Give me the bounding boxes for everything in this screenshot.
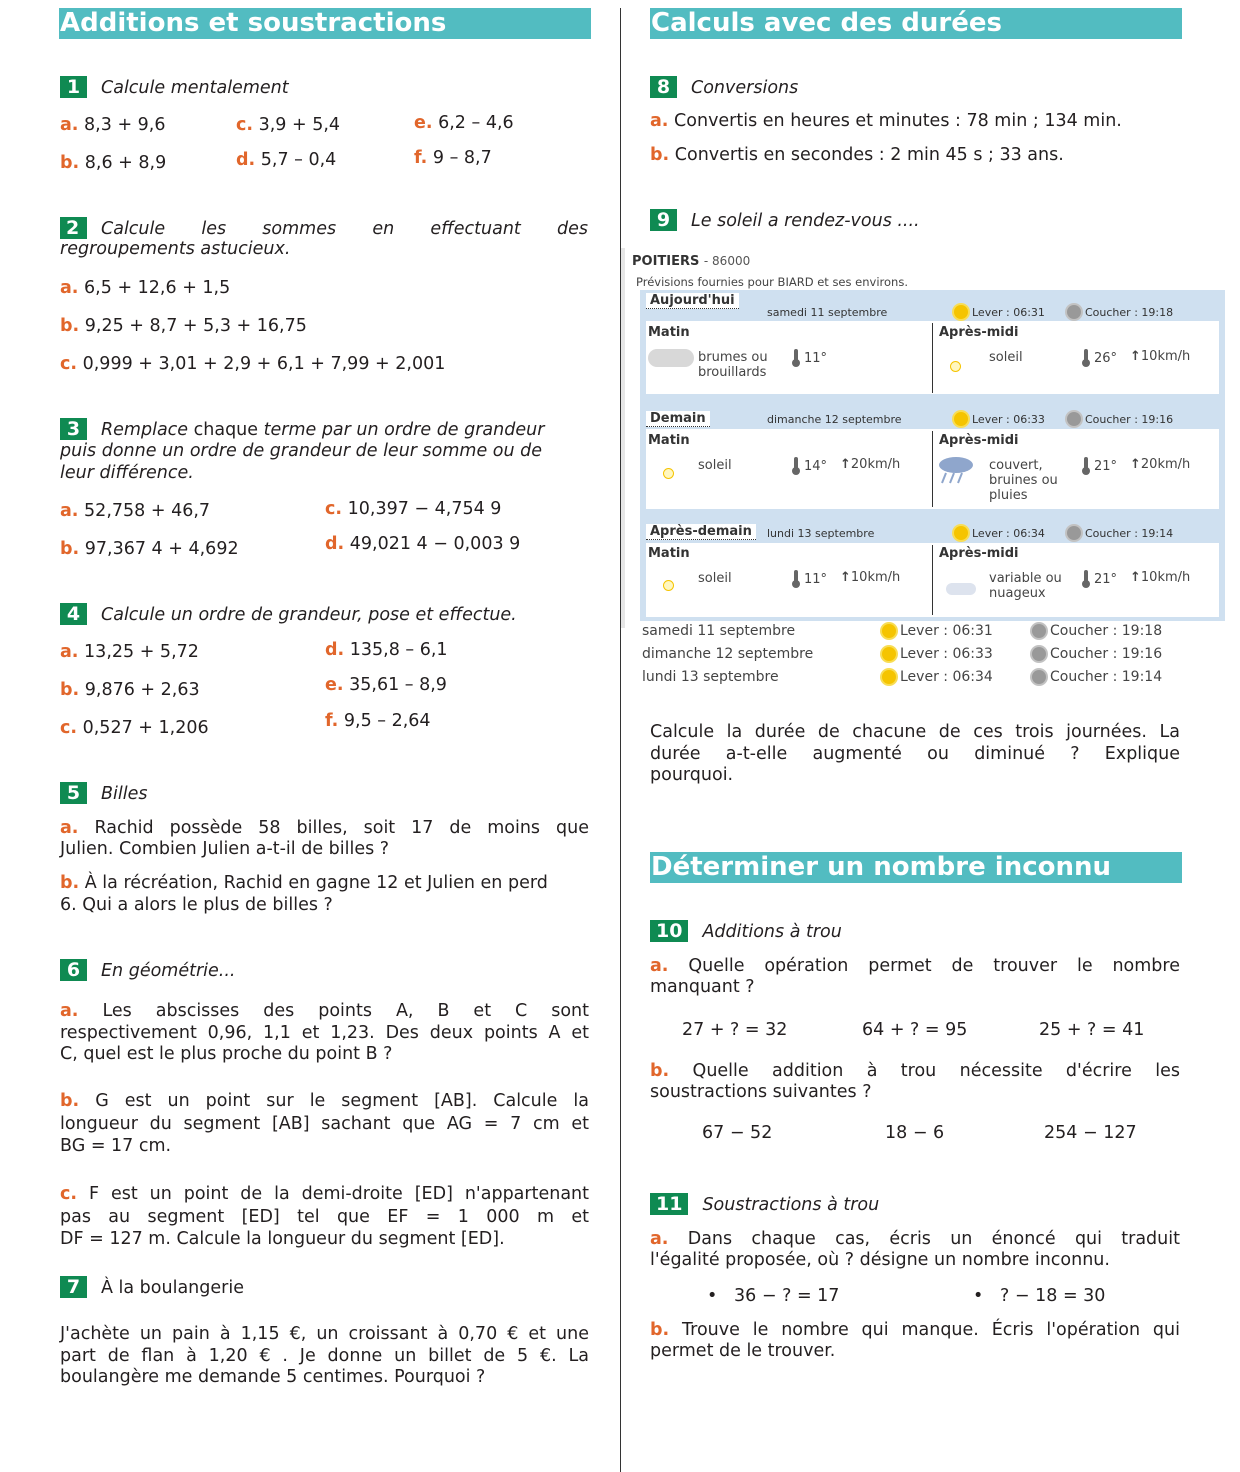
weather-date: samedi 11 septembre xyxy=(767,306,888,319)
weather-sunset: Coucher : 19:16 xyxy=(1067,412,1173,426)
ex11-item-a-line2: l'égalité proposée, où ? désigne un nombre inconnu. xyxy=(650,1250,1110,1270)
afternoon-temp: 26° xyxy=(1084,349,1117,366)
sun-icon xyxy=(954,305,968,319)
weather-day-today xyxy=(640,290,1225,398)
ex10-item-a-line1: a. Quelle opération permet de trouver le nombre xyxy=(650,956,1180,976)
weather-day-label: Demain xyxy=(646,411,710,427)
weather-day-after-tomorrow xyxy=(640,513,1225,621)
ex4-item-e: e. 35,61 – 8,9 xyxy=(325,675,447,695)
ex5-item-b-line1: b. À la récréation, Rachid en gagne 12 et Julien en perd xyxy=(60,873,548,893)
fog-icon xyxy=(648,349,694,367)
column-divider xyxy=(620,8,621,1472)
ex9-question-line1: Calcule la durée de chacune de ces trois journées. La xyxy=(650,722,1180,742)
weather-sunrise: Lever : 06:34 xyxy=(954,526,1045,540)
ex8-item-a: a. Convertis en heures et minutes : 78 min ; 134 min. xyxy=(650,111,1122,131)
ex1-item-c: c. 3,9 + 5,4 xyxy=(236,115,341,135)
ex11-item-b-line2: permet de le trouver. xyxy=(650,1341,836,1361)
exercise-2-heading: 2 Calcule les sommes en effectuant des xyxy=(60,217,588,240)
exercise-number: 1 xyxy=(60,76,87,98)
ex1-item-e: e. 6,2 – 4,6 xyxy=(414,113,514,133)
sun-icon xyxy=(954,526,968,540)
exercise-11-heading: 11 Soustractions à trou xyxy=(650,1193,879,1215)
ex2-item-a: a. 6,5 + 12,6 + 1,5 xyxy=(60,278,231,298)
wind-arrow-icon: ↑ xyxy=(840,457,851,472)
weather-day-tomorrow xyxy=(640,398,1225,513)
weather-city: POITIERS - 86000 xyxy=(632,254,751,269)
ex6-item-a-line3: C, quel est le plus proche du point B ? xyxy=(60,1044,393,1064)
ex10-item-b-line1: b. Quelle addition à trou nécessite d'écrire les xyxy=(650,1061,1180,1081)
wind-arrow-icon: ↑ xyxy=(1130,349,1141,364)
morning-temp: 11° xyxy=(794,349,827,366)
afternoon-label: Après-midi xyxy=(939,325,1019,340)
morning-wind: ↑10km/h xyxy=(840,570,901,585)
ex7-line1: J'achète un pain à 1,15 €, un croissant à 0,70 € et une xyxy=(60,1324,589,1344)
exercise-4-heading: 4 Calcule un ordre de grandeur, pose et effectue. xyxy=(60,603,517,625)
weather-sunrise: Lever : 06:31 xyxy=(954,305,1045,319)
bullet-icon: • xyxy=(707,1286,718,1306)
exercise-2-title-line2: regroupements astucieux. xyxy=(60,239,291,259)
sun-icon xyxy=(882,647,896,661)
morning-temp: 14° xyxy=(794,457,827,474)
partly-cloudy-icon xyxy=(946,583,976,595)
morning-desc: soleil xyxy=(698,571,732,586)
wind-arrow-icon: ↑ xyxy=(1130,457,1141,472)
exercise-3-title-line3: leur différence. xyxy=(60,463,194,483)
exercise-5-heading: 5 Billes xyxy=(60,782,147,804)
ex3-item-a: a. 52,758 + 46,7 xyxy=(60,501,211,521)
thermometer-icon xyxy=(1084,570,1088,586)
exercise-7-heading: 7 À la boulangerie xyxy=(60,1276,244,1298)
ex4-item-c: c. 0,527 + 1,206 xyxy=(60,718,209,738)
morning-temp: 11° xyxy=(794,570,827,587)
morning-wind: ↑20km/h xyxy=(840,457,901,472)
sunset-icon xyxy=(1067,526,1081,540)
afternoon-wind: ↑10km/h xyxy=(1130,349,1191,364)
exercise-9-heading: 9 Le soleil a rendez-vous .... xyxy=(650,209,920,231)
ex7-line3: boulangère me demande 5 centimes. Pourquoi ? xyxy=(60,1367,486,1387)
ex8-item-b: b. Convertis en secondes : 2 min 45 s ; 33 ans. xyxy=(650,145,1064,165)
ex10-item-a-line2: manquant ? xyxy=(650,977,755,997)
weather-sunset: Coucher : 19:18 xyxy=(1067,305,1173,319)
ex2-item-c: c. 0,999 + 3,01 + 2,9 + 6,1 + 7,99 + 2,001 xyxy=(60,354,446,374)
sun-table-coucher-2: Coucher : 19:16 xyxy=(1032,646,1162,662)
ex5-item-b-line2: 6. Qui a alors le plus de billes ? xyxy=(60,895,333,915)
ex5-item-a-line1: a. Rachid possède 58 billes, soit 17 de moins que xyxy=(60,818,589,838)
ex6-item-c-line1: c. F est un point de la demi-droite [ED] n'appartenant xyxy=(60,1184,589,1204)
weather-frame-edge xyxy=(621,248,625,628)
ex10-item-b-line2: soustractions suivantes ? xyxy=(650,1082,872,1102)
morning-label: Matin xyxy=(648,546,690,561)
ex10-subtraction-3: 254 − 127 xyxy=(1044,1123,1137,1143)
morning-label: Matin xyxy=(648,433,690,448)
ex11-item-b-line1: b. Trouve le nombre qui manque. Écris l'opération qui xyxy=(650,1320,1180,1340)
section-header-additions: Additions et soustractions xyxy=(59,8,591,39)
sun-table-date-2: dimanche 12 septembre xyxy=(642,646,814,662)
exercise-title: Calcule mentalement xyxy=(101,78,289,98)
exercise-8-heading: 8 Conversions xyxy=(650,76,798,98)
ex1-item-f: f. 9 – 8,7 xyxy=(414,148,492,168)
thermometer-icon xyxy=(794,457,798,473)
weather-separator xyxy=(932,431,933,507)
ex1-item-a: a. 8,3 + 9,6 xyxy=(60,115,166,135)
ex11-item-a-line1: a. Dans chaque cas, écris un énoncé qui traduit xyxy=(650,1229,1180,1249)
afternoon-label: Après-midi xyxy=(939,433,1019,448)
exercise-3-title-line2: puis donne un ordre de grandeur de leur somme ou de xyxy=(60,441,543,461)
bullet-icon: • xyxy=(973,1286,984,1306)
weather-sunrise: Lever : 06:33 xyxy=(954,412,1045,426)
afternoon-wind: ↑10km/h xyxy=(1130,570,1191,585)
ex10-subtraction-1: 67 − 52 xyxy=(702,1123,773,1143)
ex3-item-b: b. 97,367 4 + 4,692 xyxy=(60,539,239,559)
afternoon-desc: soleil xyxy=(989,350,1023,365)
sun-table-date-1: samedi 11 septembre xyxy=(642,623,796,639)
sunset-icon xyxy=(1032,624,1046,638)
exercise-6-heading: 6 En géométrie... xyxy=(60,959,235,981)
sun-icon xyxy=(882,670,896,684)
ex6-item-c-line2: pas au segment [ED] tel que EF = 1 000 m et xyxy=(60,1207,589,1227)
ex6-item-a-line2: respectivement 0,96, 1,1 et 1,23. Des deux points A et xyxy=(60,1023,589,1043)
weather-sunset: Coucher : 19:14 xyxy=(1067,526,1173,540)
sun-table-lever-1: Lever : 06:31 xyxy=(882,623,993,639)
weather-day-label: Aujourd'hui xyxy=(646,293,739,309)
section-header-nombre-inconnu: Déterminer un nombre inconnu xyxy=(650,852,1182,883)
wind-arrow-icon: ↑ xyxy=(1130,570,1141,585)
ex9-question-line2: durée a-t-elle augmenté ou diminué ? Explique xyxy=(650,744,1180,764)
ex1-item-d: d. 5,7 – 0,4 xyxy=(236,150,337,170)
ex6-item-b-line2: longueur du segment [AB] sachant que AG = 7 cm et xyxy=(60,1114,589,1134)
morning-label: Matin xyxy=(648,325,690,340)
sun-icon xyxy=(954,412,968,426)
ex11-bullet-2: • ? − 18 = 30 xyxy=(973,1286,1106,1306)
thermometer-icon xyxy=(794,349,798,365)
sunset-icon xyxy=(1067,412,1081,426)
morning-desc: soleil xyxy=(698,458,732,473)
sun-table-date-3: lundi 13 septembre xyxy=(642,669,779,685)
afternoon-wind: ↑20km/h xyxy=(1130,457,1191,472)
ex3-item-c: c. 10,397 − 4,754 9 xyxy=(325,499,502,519)
sunset-icon xyxy=(1032,670,1046,684)
exercise-3-heading: 3 Remplace chaque terme par un ordre de grandeur xyxy=(60,418,544,440)
weather-day-label: Après-demain xyxy=(646,524,756,540)
sun-table-lever-3: Lever : 06:34 xyxy=(882,669,993,685)
sun-icon xyxy=(882,624,896,638)
sun-table-coucher-3: Coucher : 19:14 xyxy=(1032,669,1162,685)
afternoon-desc: couvert, bruines ou pluies xyxy=(989,458,1058,503)
ex10-equation-1: 27 + ? = 32 xyxy=(682,1020,788,1040)
ex6-item-b-line3: BG = 17 cm. xyxy=(60,1136,172,1156)
afternoon-temp: 21° xyxy=(1084,570,1117,587)
thermometer-icon xyxy=(794,570,798,586)
ex9-question-line3: pourquoi. xyxy=(650,765,734,785)
ex6-item-a-line1: a. Les abscisses des points A, B et C sont xyxy=(60,1001,589,1021)
sunset-icon xyxy=(1032,647,1046,661)
ex4-item-f: f. 9,5 – 2,64 xyxy=(325,711,431,731)
ex7-line2: part de flan à 1,20 € . Je donne un billet de 5 €. La xyxy=(60,1346,589,1366)
sun-icon xyxy=(663,580,674,591)
thermometer-icon xyxy=(1084,349,1088,365)
rain-cloud-icon xyxy=(936,455,976,485)
sun-icon xyxy=(663,468,674,479)
wind-arrow-icon: ↑ xyxy=(840,570,851,585)
ex4-item-d: d. 135,8 – 6,1 xyxy=(325,640,448,660)
exercise-10-heading: 10 Additions à trou xyxy=(650,920,842,942)
weather-subtitle: Prévisions fournies pour BIARD et ses environs. xyxy=(636,275,908,289)
ex10-subtraction-2: 18 − 6 xyxy=(885,1123,945,1143)
ex4-item-a: a. 13,25 + 5,72 xyxy=(60,642,199,662)
section-header-durees: Calculs avec des durées xyxy=(650,8,1182,39)
weather-date: dimanche 12 septembre xyxy=(767,413,902,426)
ex11-bullet-1: • 36 − ? = 17 xyxy=(707,1286,840,1306)
ex10-equation-3: 25 + ? = 41 xyxy=(1039,1020,1145,1040)
morning-desc: brumes ou brouillards xyxy=(698,350,768,380)
ex10-equation-2: 64 + ? = 95 xyxy=(862,1020,968,1040)
thermometer-icon xyxy=(1084,457,1088,473)
ex3-item-d: d. 49,021 4 − 0,003 9 xyxy=(325,534,521,554)
ex4-item-b: b. 9,876 + 2,63 xyxy=(60,680,200,700)
sun-table-coucher-1: Coucher : 19:18 xyxy=(1032,623,1162,639)
afternoon-label: Après-midi xyxy=(939,546,1019,561)
sun-table-lever-2: Lever : 06:33 xyxy=(882,646,993,662)
sunset-icon xyxy=(1067,305,1081,319)
weather-date: lundi 13 septembre xyxy=(767,527,875,540)
weather-separator xyxy=(932,323,933,393)
sun-icon xyxy=(950,361,961,372)
ex1-item-b: b. 8,6 + 8,9 xyxy=(60,153,167,173)
ex5-item-a-line2: Julien. Combien Julien a-t-il de billes ? xyxy=(60,839,390,859)
ex6-item-b-line1: b. G est un point sur le segment [AB]. Calcule la xyxy=(60,1091,589,1111)
afternoon-desc: variable ou nuageux xyxy=(989,571,1062,601)
exercise-1-heading xyxy=(60,76,289,98)
ex2-item-b: b. 9,25 + 8,7 + 5,3 + 16,75 xyxy=(60,316,307,336)
weather-separator xyxy=(932,545,933,615)
ex6-item-c-line3: DF = 127 m. Calcule la longueur du segment [ED]. xyxy=(60,1229,505,1249)
afternoon-temp: 21° xyxy=(1084,457,1117,474)
